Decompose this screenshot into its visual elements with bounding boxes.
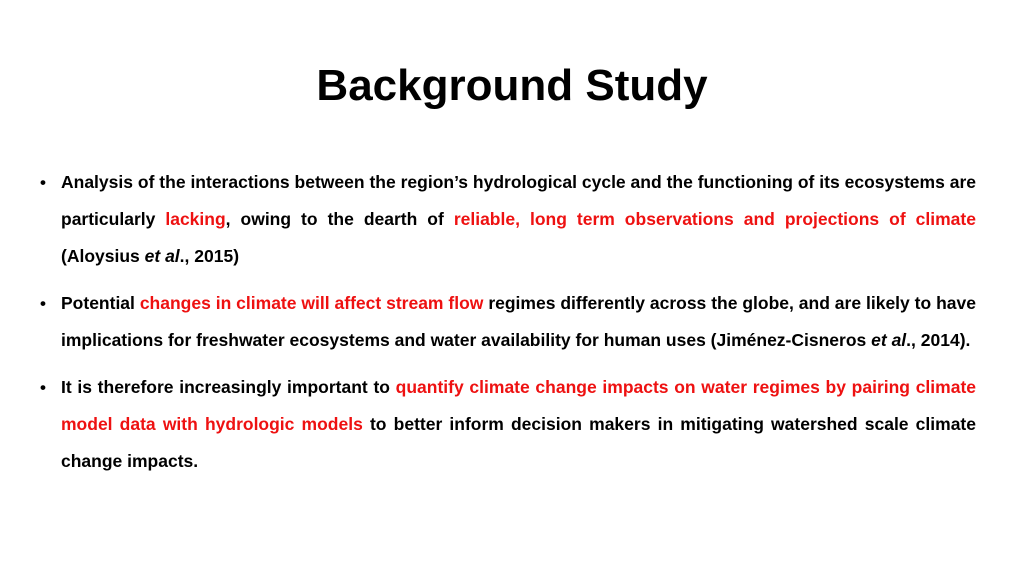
bullet-text-1-highlight-1: lacking xyxy=(165,209,226,229)
bullet-text-1-citation-etal: et al xyxy=(144,246,180,266)
bullet-marker-icon: • xyxy=(40,173,46,192)
bullet-item-1 xyxy=(40,164,976,275)
bullet-list xyxy=(40,164,976,490)
bullet-marker-icon: • xyxy=(40,378,46,397)
bullet-text-1-highlight-2: reliable, long term observations and projections of climate xyxy=(453,209,976,229)
slide-title: Background Study xyxy=(316,61,708,110)
bullet-text-2-citation-etal: et al xyxy=(871,330,907,350)
bullet-text-1-part-4: ., 2015) xyxy=(179,246,240,266)
bullet-text-2-part-3: ., 2014). xyxy=(906,330,971,350)
bullet-marker-icon: • xyxy=(40,294,46,313)
bullet-text-2-part-2: regimes differently across the globe, and are likely to have implications for freshwater ecosystems and water availability for human uses (Jiménez-Cisneros xyxy=(61,293,976,350)
bullet-text-3-part-2: to better inform decision makers in mitigating watershed scale climate change impacts. xyxy=(61,414,976,471)
bullet-text-1-part-3: (Aloysius xyxy=(61,246,145,266)
bullet-text-3-highlight-1: quantify climate change impacts on water regimes by pairing climate model data with hydrologic models xyxy=(61,377,976,434)
bullet-text-1-part-2: , owing to the dearth of xyxy=(225,209,454,229)
bullet-item-3 xyxy=(40,369,976,480)
bullet-text-2-part-1: Potential xyxy=(61,293,140,313)
bullet-item-2 xyxy=(40,285,976,359)
bullet-text-2-highlight-1: changes in climate will affect stream flow xyxy=(139,293,484,313)
bullet-text-1-part-1: Analysis of the interactions between the region’s hydrological cycle and the functioning of its ecosystems are particularly xyxy=(61,172,976,229)
bullet-text-3-part-1: It is therefore increasingly important to xyxy=(61,377,396,397)
